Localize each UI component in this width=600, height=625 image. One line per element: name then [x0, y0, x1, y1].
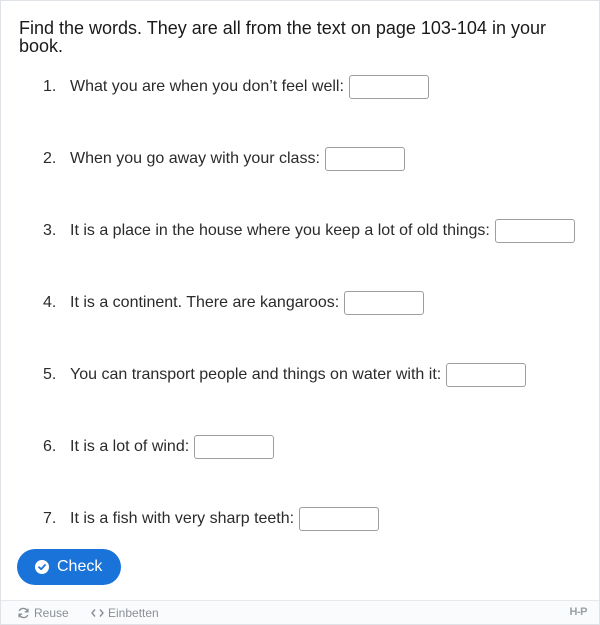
embed-button[interactable] — [91, 606, 159, 620]
check-circle-icon — [35, 560, 49, 574]
reuse-button[interactable] — [17, 606, 69, 620]
footer-bar — [1, 600, 599, 624]
code-icon — [91, 608, 104, 618]
question-text: It is a fish with very sharp teeth: — [70, 510, 295, 527]
reuse-label: Reuse — [34, 606, 69, 620]
instructions-text: Find the words. They are all from the text on page 103-104 in your book. — [19, 18, 546, 56]
question-number: 6. — [43, 438, 57, 455]
question-text: What you are when you don’t feel well: — [70, 78, 344, 95]
question-text: You can transport people and things on water with it: — [70, 366, 442, 383]
question-text: It is a place in the house where you keep a lot of old things: — [70, 222, 490, 239]
question-number: 2. — [43, 150, 57, 167]
question-number: 4. — [43, 294, 57, 311]
question-text: It is a continent. There are kangaroos: — [70, 294, 340, 311]
question-number: 5. — [43, 366, 57, 383]
question-number: 7. — [43, 510, 57, 527]
question-number: 3. — [43, 222, 57, 239]
question-item — [1, 145, 599, 173]
question-item — [1, 505, 599, 533]
embed-label: Einbetten — [108, 606, 159, 620]
check-button-label: Check — [57, 558, 103, 575]
answer-blank-1[interactable] — [349, 75, 429, 99]
answer-blank-2[interactable] — [325, 147, 405, 171]
answer-blank-4[interactable] — [344, 291, 424, 315]
question-item — [1, 361, 599, 389]
answer-blank-6[interactable] — [194, 435, 274, 459]
answer-blank-7[interactable] — [299, 507, 379, 531]
h5p-logo[interactable]: H-P — [569, 606, 587, 618]
question-text: When you go away with your class: — [70, 150, 320, 167]
answer-blank-3[interactable] — [495, 219, 575, 243]
question-item — [1, 433, 599, 461]
reuse-icon — [17, 607, 30, 619]
answer-blank-5[interactable] — [446, 363, 526, 387]
question-number: 1. — [43, 78, 57, 95]
question-item — [1, 73, 599, 101]
question-text: It is a lot of wind: — [70, 438, 190, 455]
question-item — [1, 289, 599, 317]
check-button[interactable] — [17, 549, 121, 585]
question-item — [1, 217, 599, 245]
